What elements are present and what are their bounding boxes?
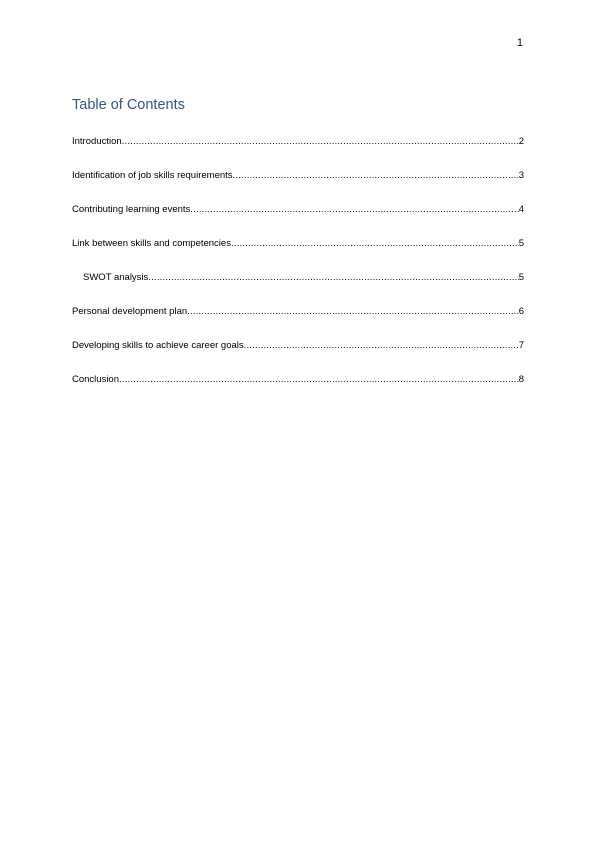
toc-entry-introduction[interactable]: [72, 135, 524, 148]
toc-entry-page: 6: [518, 306, 524, 317]
toc-entry-page: 5: [518, 238, 524, 249]
toc-dot-leader: [148, 271, 518, 284]
toc-dot-leader: [233, 169, 519, 182]
toc-entry-career-goals[interactable]: [72, 339, 524, 352]
toc-entry-development-plan[interactable]: [72, 305, 524, 318]
toc-entry-title: Link between skills and competencies: [72, 238, 231, 249]
toc-entry-learning-events[interactable]: [72, 203, 524, 216]
toc-dot-leader: [187, 305, 519, 318]
toc-entry-title: Conclusion: [72, 374, 119, 385]
toc-entry-swot-analysis[interactable]: [72, 271, 524, 284]
toc-entry-title: Personal development plan: [72, 306, 188, 317]
toc-entry-title: SWOT analysis: [83, 272, 149, 283]
toc-dot-leader: [122, 135, 519, 148]
toc-entry-title: Introduction: [72, 136, 122, 147]
toc-entry-job-skills[interactable]: [72, 169, 524, 182]
toc-entry-page: 5: [518, 272, 524, 283]
toc-dot-leader: [119, 373, 519, 386]
toc-entry-page: 2: [518, 136, 524, 147]
toc-entry-title: Identification of job skills requirements: [72, 170, 233, 181]
toc-entry-title: Contributing learning events: [72, 204, 191, 215]
toc-entry-page: 7: [518, 340, 524, 351]
toc-entry-page: 8: [518, 374, 524, 385]
toc-entry-page: 4: [518, 204, 524, 215]
toc-entry-conclusion[interactable]: [72, 373, 524, 386]
toc-entry-skills-competencies[interactable]: [72, 237, 524, 250]
page-number: 1: [516, 37, 523, 49]
table-of-contents: [72, 135, 524, 407]
toc-dot-leader: [190, 203, 518, 216]
toc-heading: Table of Contents: [72, 97, 185, 113]
toc-dot-leader: [244, 339, 519, 352]
toc-entry-title: Developing skills to achieve career goals: [72, 340, 244, 351]
toc-dot-leader: [231, 237, 519, 250]
toc-entry-page: 3: [518, 170, 524, 181]
